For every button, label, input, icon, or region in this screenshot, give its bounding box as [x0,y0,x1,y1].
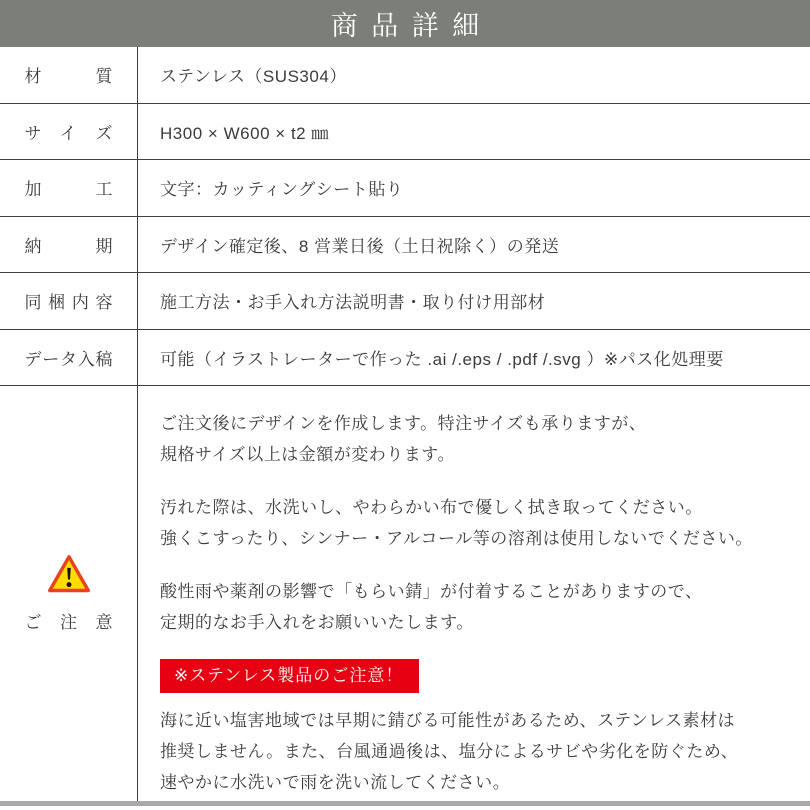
notice-line: 強くこすったり、シンナー・アルコール等の溶剤は使用しないでください。 [160,529,753,548]
spec-value-processing: 文字：カッティングシート貼り [160,180,404,200]
notice-line: 推奨しません。また、台風通過後は、塩分によるサビや劣化を防ぐため、 [160,742,739,761]
notice-paragraph-design [160,408,790,470]
notice-label-cell [0,386,138,801]
spec-label-cell [0,104,138,160]
spec-value-data-submission: 可能（イラストレーターで作った .ai /.eps / .pdf /.svg ）※パス化処理要 [160,349,724,369]
notice-line: 酸性雨や薬剤の影響で「もらい錆」が付着することがありますので、 [160,582,703,601]
notice-line: 汚れた際は、水洗いし、やわらかい布で優しく拭き取ってください。 [160,498,703,517]
spec-row-processing [0,160,810,217]
notice-line: ご注文後にデザインを作成します。特注サイズも承りますが、 [160,414,647,433]
notice-paragraph-rust [160,576,790,638]
spec-label-data-submission: データ入稿 [24,349,113,369]
page-header [0,0,810,47]
notice-line: 定期的なお手入れをお願いいたします。 [160,613,474,632]
notice-content [138,386,810,801]
spec-value-size: H300 × W600 × t2 ㎜ [160,123,329,143]
spec-row-data-submission [0,330,810,387]
stainless-warning-badge: ※ステンレス製品のご注意！ [160,659,419,693]
notice-line: 規格サイズ以上は金額が変わります。 [160,445,455,464]
spec-row-material [0,47,810,104]
spec-row-included-items [0,273,810,330]
spec-row-delivery [0,217,810,274]
page-title: 商品詳細 [330,11,493,41]
spec-label-included-items: 同梱内容 [24,293,113,313]
spec-label-cell [0,330,138,386]
notice-line: 海に近い塩害地域では早期に錆びる可能性があるため、ステンレス素材は [160,711,736,730]
spec-value-delivery: デザイン確定後、8 営業日後（土日祝除く）の発送 [160,236,560,256]
spec-row-size [0,104,810,161]
spec-label-cell [0,273,138,329]
notice-paragraph-salt-damage [160,705,790,798]
spec-label-material: 材質 [24,67,113,87]
spec-label-size: サイズ [24,123,113,143]
notice-paragraph-cleaning [160,492,790,554]
spec-label-cell [0,160,138,216]
spec-value-included-items: 施工方法・お手入れ方法説明書・取り付け用部材 [160,293,546,313]
notice-line: 速やかに水洗いで雨を洗い流してください。 [160,773,511,792]
spec-label-delivery: 納期 [24,236,113,256]
spec-label-cell [0,217,138,273]
bottom-gap [0,806,810,810]
spec-label-processing: 加工 [24,180,113,200]
notice-label: ご注意 [24,613,113,632]
warning-triangle-icon [47,554,91,594]
spec-value-material: ステンレス（SUS304） [160,67,347,87]
spec-label-cell [0,47,138,103]
notice-row [0,386,810,801]
